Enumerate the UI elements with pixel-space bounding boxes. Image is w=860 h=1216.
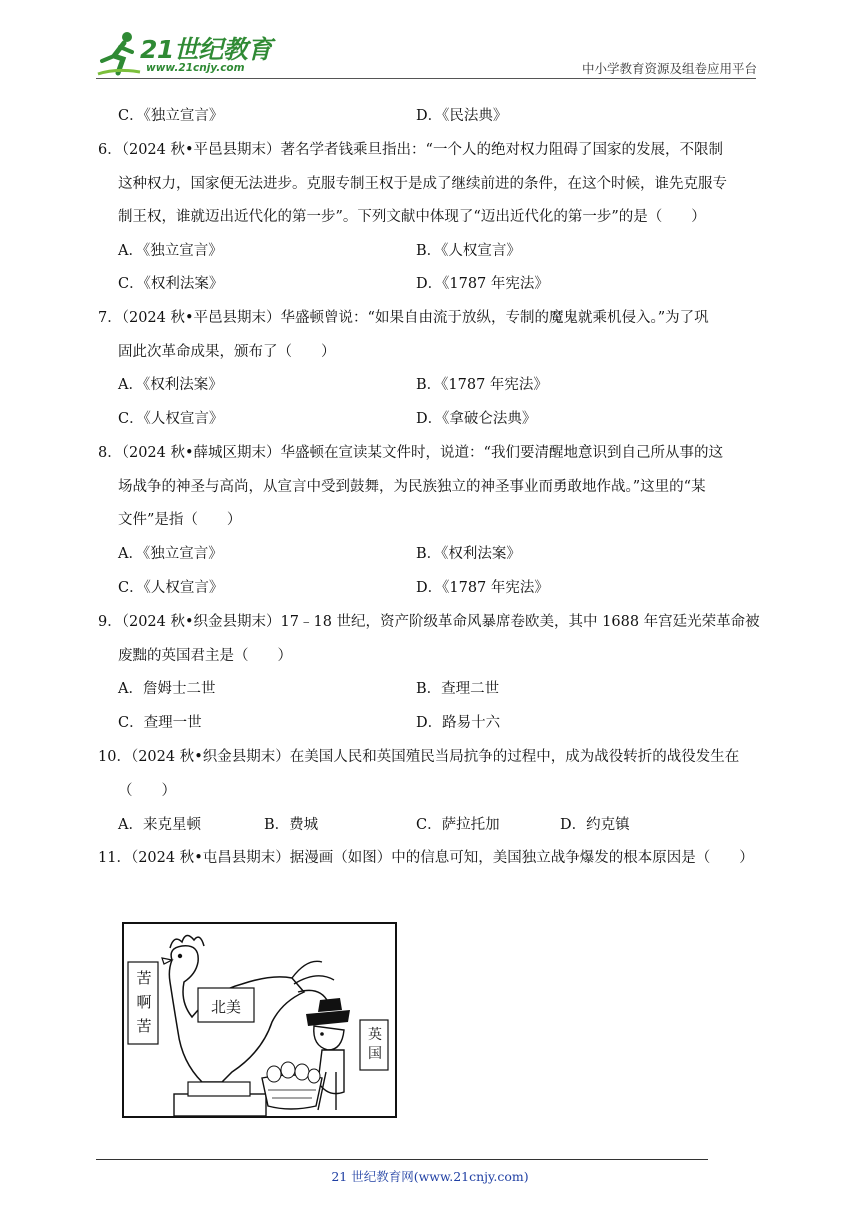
option-c: C．萨拉托加 <box>416 817 500 833</box>
option-a: A．《独立宣言》 <box>118 546 223 562</box>
question-text-line: 废黜的英国君主是（ ） <box>118 648 292 664</box>
question-text-line: （ ） <box>118 783 176 799</box>
site-logo <box>96 28 272 80</box>
logo-url: www.21cnjy.com <box>146 62 245 74</box>
footer-text: 21 世纪教育网(www.21cnjy.com) <box>331 1169 529 1184</box>
logo-title: 21世纪教育 <box>140 35 272 64</box>
option-c: C．《权利法案》 <box>118 276 224 292</box>
option-d: D．《民法典》 <box>416 108 508 124</box>
question-text-line: 固此次革命成果，颁布了（ ） <box>118 344 336 360</box>
question-text-line: 10．（2024 秋•织金县期末）在美国人民和英国殖民当局抗争的过程中，成为战役转折的战役发生在 <box>98 749 740 765</box>
cartoon-label-left: 苦啊苦 <box>136 969 152 1035</box>
option-b: B．费城 <box>264 817 319 833</box>
option-b: B．《权利法案》 <box>416 546 521 562</box>
option-b: B．查理二世 <box>416 681 500 697</box>
question-text-line: 7．（2024 秋•平邑县期末）华盛顿曾说：“如果自由流于放纵，专制的魔鬼就乘机侵入。”为了巩 <box>98 310 709 326</box>
rooster-cartoon-illustration <box>122 922 397 1118</box>
option-d: D．约克镇 <box>560 817 630 833</box>
platform-tagline: 中小学教育资源及组卷应用平台 <box>581 61 757 76</box>
option-c: C．《人权宣言》 <box>118 580 224 596</box>
option-d: D．《1787 年宪法》 <box>416 276 549 292</box>
question-text-line: 这种权力，国家便无法进步。克服专制王权于是成了继续前进的条件，在这个时候，谁先克服专 <box>118 176 727 192</box>
question-text-line: 场战争的神圣与高尚，从宣言中受到鼓舞，为民族独立的神圣事业而勇敢地作战。”这里的“某 <box>118 479 706 495</box>
question-text-line: 9．（2024 秋•织金县期末）17﹣18 世纪，资产阶级革命风暴席卷欧美，其中 1688 年宫廷光荣革命被 <box>98 614 760 630</box>
option-a: A．詹姆士二世 <box>118 681 216 697</box>
runner-logo-icon <box>96 28 142 78</box>
option-d: D．《拿破仑法典》 <box>416 411 537 427</box>
cartoon-label-right: 英国 <box>368 1027 382 1062</box>
option-a: A．《权利法案》 <box>118 377 223 393</box>
option-c: C．《人权宣言》 <box>118 411 224 427</box>
cartoon-label-center: 北美 <box>210 998 241 1016</box>
question-text-line: 文件”是指（ ） <box>118 512 242 528</box>
option-a: A．来克星顿 <box>118 817 201 833</box>
option-b: B．《1787 年宪法》 <box>416 377 548 393</box>
option-c: C．查理一世 <box>118 715 202 731</box>
page-header <box>0 0 860 82</box>
question-text-line: 8．（2024 秋•薛城区期末）华盛顿在宣读某文件时，说道：“我们要清醒地意识到自己所从事的这 <box>98 445 723 461</box>
cartoon-figure <box>122 922 397 1118</box>
question-text-line: 制王权，谁就迈出近代化的第一步”。下列文献中体现了“迈出近代化的第一步”的是（ ） <box>118 209 706 225</box>
option-d: D．路易十六 <box>416 715 501 731</box>
question-text-line: 11．（2024 秋•屯昌县期末）据漫画（如图）中的信息可知，美国独立战争爆发的根本原因是（ ） <box>98 850 754 866</box>
footer-divider <box>96 1159 708 1160</box>
option-b: B．《人权宣言》 <box>416 243 521 259</box>
option-a: A．《独立宣言》 <box>118 243 223 259</box>
question-text-line: 6．（2024 秋•平邑县期末）著名学者钱乘旦指出：“一个人的绝对权力阻碍了国家的发展，不限制 <box>98 142 723 158</box>
header-divider <box>96 78 756 79</box>
option-c: C．《独立宣言》 <box>118 108 224 124</box>
option-d: D．《1787 年宪法》 <box>416 580 549 596</box>
